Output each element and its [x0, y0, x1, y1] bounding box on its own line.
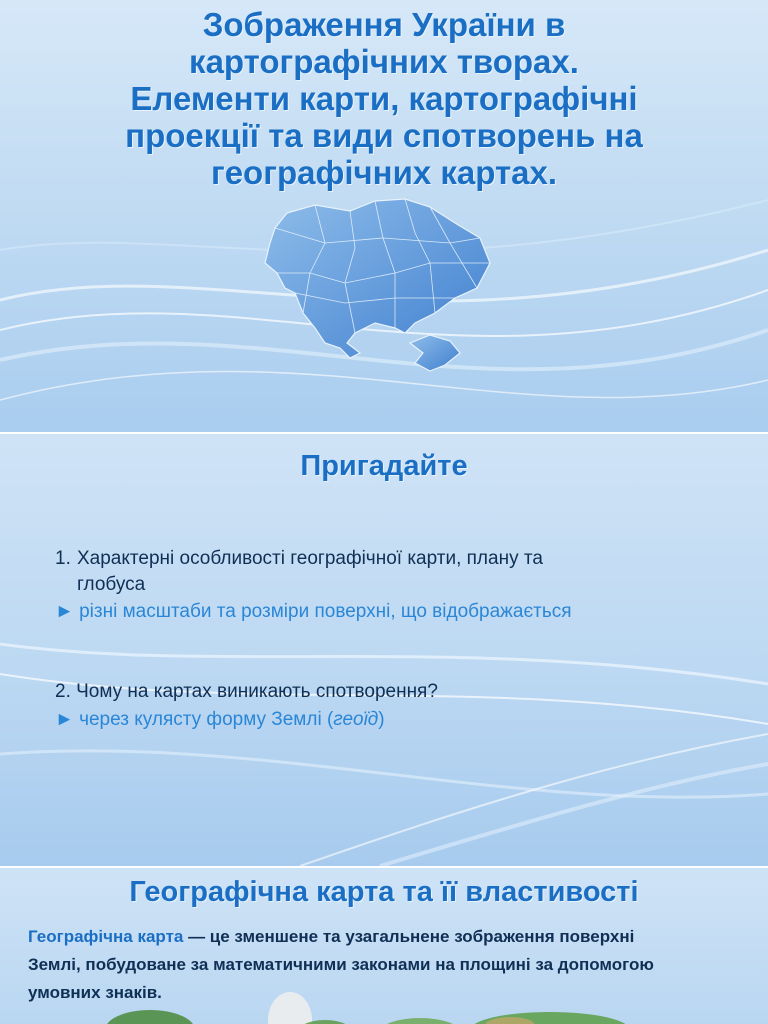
answer-1: ► різні масштаби та розміри поверхні, що відображається [55, 601, 572, 622]
wave-background [0, 434, 768, 866]
title-line: картографічних творах. [189, 43, 579, 80]
definition-body: Землі, побудоване за математичними законами на площині за допомогою [28, 955, 654, 974]
answer-2 [55, 707, 385, 733]
answer-text: ► через кулясту форму Землі ( [55, 709, 334, 730]
title-line: географічних картах. [210, 154, 558, 191]
map-properties-slide [0, 868, 768, 1024]
title-line: Зображення України в [202, 6, 566, 43]
recall-slide [0, 434, 768, 866]
title-line: проекції та види спотворень на [125, 117, 643, 154]
definition-body: — це зменшене та узагальнене зображення поверхні [183, 927, 635, 946]
definition-body: умовних знаків. [28, 983, 162, 1002]
question-text-continued: глобуса [77, 574, 146, 595]
slide-title: Географічна карта та її властивості [129, 876, 639, 908]
title-slide [0, 0, 768, 432]
slide-title: Пригадайте [300, 450, 468, 482]
question-text: Характерні особливості географічної карти, плану та [77, 548, 543, 569]
answer-term: геоїд [333, 709, 379, 730]
definition-text [28, 923, 748, 1007]
slide-title [0, 6, 768, 191]
answer-text-end: ) [378, 709, 385, 730]
question-1 [55, 546, 543, 598]
question-number: 1. [55, 548, 71, 569]
ukraine-map-image [255, 193, 495, 378]
definition-term: Географічна карта [28, 927, 184, 946]
title-line: Елементи карти, картографічні [130, 80, 638, 117]
question-2: 2. Чому на картах виникають спотворення? [55, 681, 438, 702]
